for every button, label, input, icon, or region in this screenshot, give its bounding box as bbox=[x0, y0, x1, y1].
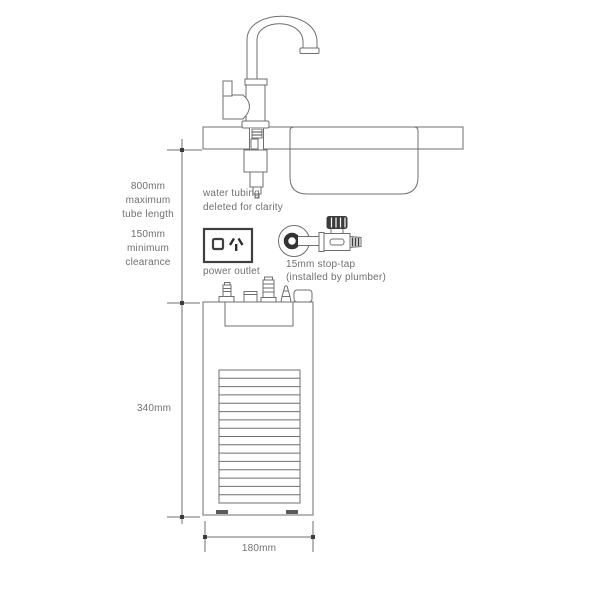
stop-tap-knob bbox=[327, 217, 347, 229]
bench-top bbox=[203, 127, 463, 149]
fitting-barb-tall bbox=[263, 280, 274, 298]
sink-bowl bbox=[290, 127, 418, 194]
dimension-marker bbox=[203, 535, 207, 539]
label-line: 800mm bbox=[130, 181, 166, 192]
label-max-tube-length bbox=[116, 180, 180, 222]
stop-tap-icon bbox=[279, 217, 362, 257]
label-line: 340mm bbox=[136, 403, 172, 414]
stop-tap-body bbox=[324, 234, 350, 251]
stop-tap-inlet bbox=[286, 235, 298, 247]
label-min-clearance bbox=[116, 228, 180, 270]
tap-base-flange bbox=[242, 121, 269, 128]
label-line: clearance bbox=[125, 257, 171, 268]
stop-tap-collar bbox=[319, 233, 324, 252]
stop-tap-pipe-fill bbox=[298, 237, 320, 246]
label-line: (installed by plumber) bbox=[286, 272, 386, 283]
label-unit-height bbox=[124, 402, 184, 416]
tap-handle bbox=[223, 95, 250, 119]
tap-shank-nut bbox=[251, 139, 258, 149]
label-line: power outlet bbox=[203, 266, 260, 277]
fitting-cap bbox=[265, 277, 273, 280]
tap-spout-tip bbox=[300, 48, 319, 54]
label-line: maximum bbox=[125, 195, 171, 206]
dimension-marker bbox=[311, 535, 315, 539]
tap-collar bbox=[245, 79, 267, 85]
label-power-outlet bbox=[203, 265, 260, 279]
label-line: tube length bbox=[122, 209, 174, 220]
fitting-barb bbox=[223, 285, 231, 297]
label-stop-tap bbox=[286, 258, 386, 284]
label-line: water tubing bbox=[203, 188, 260, 199]
gooseneck-tap-icon bbox=[223, 16, 319, 198]
fitting-plug bbox=[244, 292, 257, 303]
outlet-faceplate bbox=[204, 229, 252, 262]
undersink-chiller-icon bbox=[203, 277, 313, 515]
power-outlet-icon bbox=[204, 229, 252, 262]
dimension-marker bbox=[180, 148, 184, 152]
label-line: 180mm bbox=[241, 543, 277, 554]
label-unit-width bbox=[219, 542, 299, 556]
fitting-cone bbox=[281, 286, 291, 302]
fitting-box bbox=[294, 290, 312, 302]
dimension-marker bbox=[180, 301, 184, 305]
label-line: deleted for clarity bbox=[203, 202, 283, 213]
label-line: 15mm stop-tap bbox=[286, 259, 356, 270]
label-water-tubing-note bbox=[203, 187, 283, 215]
tap-shank-thread bbox=[252, 129, 262, 138]
unit-foot bbox=[286, 510, 298, 514]
label-line: minimum bbox=[127, 243, 169, 254]
undersink-fitting-body bbox=[244, 150, 267, 172]
tap-handle-tip bbox=[223, 81, 232, 96]
label-line: 150mm bbox=[130, 229, 166, 240]
fitting-flange bbox=[261, 298, 276, 303]
sink-bench-icon bbox=[203, 127, 463, 194]
dimension-marker bbox=[180, 515, 184, 519]
fitting-flange bbox=[219, 297, 234, 303]
unit-foot bbox=[216, 510, 228, 514]
undersink-fitting-mid bbox=[250, 172, 263, 187]
fitting-cap bbox=[225, 283, 231, 286]
